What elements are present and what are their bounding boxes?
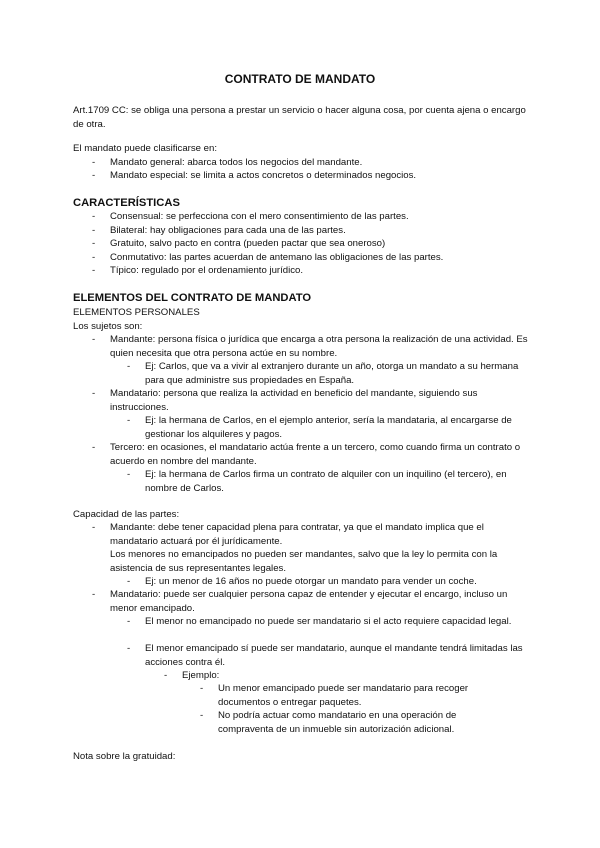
list-item: - Gratuito, salvo pacto en contra (pueden pactar que sea oneroso) <box>92 238 386 249</box>
sub-item: - El menor emancipado sí puede ser mandatario, aunque el mandante tendrá limitadas las acciones contra él. <box>127 643 523 668</box>
example-item: - Ej: la hermana de Carlos, en el ejemplo anterior, sería la mandataria, al encargarse de gestionar los alquileres y pagos. <box>127 415 512 440</box>
section-heading: ELEMENTOS DEL CONTRATO DE MANDATO <box>73 292 312 304</box>
list-item: - Consensual: se perfecciona con el mero consentimiento de las partes. <box>92 211 409 222</box>
list-item: - Mandato general: abarca todos los negocios del mandante. <box>92 157 363 168</box>
list-item: - Mandato especial: se limita a actos concretos o determinados negocios. <box>92 170 417 181</box>
list-item: - Mandante: debe tener capacidad plena para contratar, ya que el mandato implica que el mandatario actuará por él jurídicamente. <box>92 522 484 547</box>
example-item: - No podría actuar como mandatario en una operación de compraventa de un inmueble sin autorización adicional. <box>200 710 457 735</box>
capacidad-lead: Capacidad de las partes: <box>73 509 180 520</box>
list-item: - Mandatario: puede ser cualquier persona capaz de entender y ejecutar el encargo, incluso un menor emancipado. <box>92 589 508 614</box>
sujetos-lead: Los sujetos son: <box>73 321 143 332</box>
nota-heading: Nota sobre la gratuidad: <box>73 751 176 762</box>
list-item: - Mandante: persona física o jurídica que encarga a otra persona la realización de una actividad. Es quien necesita que otra persona actúe en su nombre. <box>92 334 528 359</box>
note-paragraph: Los menores no emancipados no pueden ser mandantes, salvo que la ley lo permita con la asistencia de sus representantes legales. <box>110 549 498 574</box>
subheading: ELEMENTOS PERSONALES <box>73 307 200 318</box>
sub-item: - El menor no emancipado no puede ser mandatario si el acto requiere capacidad legal. <box>127 616 512 627</box>
example-item: - Ej: un menor de 16 años no puede otorgar un mandato para vender un coche. <box>127 576 477 587</box>
document-title: CONTRATO DE MANDATO <box>224 72 376 86</box>
list-item: - Bilateral: hay obligaciones para cada una de las partes. <box>92 225 346 236</box>
list-item: - Mandatario: persona que realiza la actividad en beneficio del mandante, siguiendo sus instrucciones. <box>92 388 478 413</box>
example-item: - Ej: la hermana de Carlos firma un contrato de alquiler con un inquilino (el tercero), en nombre de Carlos. <box>127 469 507 494</box>
ejemplo-label: - Ejemplo: <box>164 670 220 681</box>
example-item: - Ej: Carlos, que va a vivir al extranjero durante un año, otorga un mandato a su hermana para que administre sus propiedades en España. <box>127 361 519 386</box>
list-item: - Típico: regulado por el ordenamiento jurídico. <box>92 265 304 276</box>
section-heading: CARACTERÍSTICAS <box>73 197 180 209</box>
clasif-lead: El mandato puede clasificarse en: <box>73 143 217 154</box>
list-item: - Conmutativo: las partes acuerdan de antemano las obligaciones de las partes. <box>92 252 444 263</box>
list-item: - Tercero: en ocasiones, el mandatario actúa frente a un tercero, como cuando firma un contrato o acuerdo en nombre del mandante. <box>92 442 521 467</box>
example-item: - Un menor emancipado puede ser mandatario para recoger documentos o entregar paquetes. <box>200 683 469 708</box>
intro-paragraph: Art.1709 CC: se obliga una persona a prestar un servicio o hacer alguna cosa, por cuenta ajena o encargo de otra. <box>73 105 526 130</box>
